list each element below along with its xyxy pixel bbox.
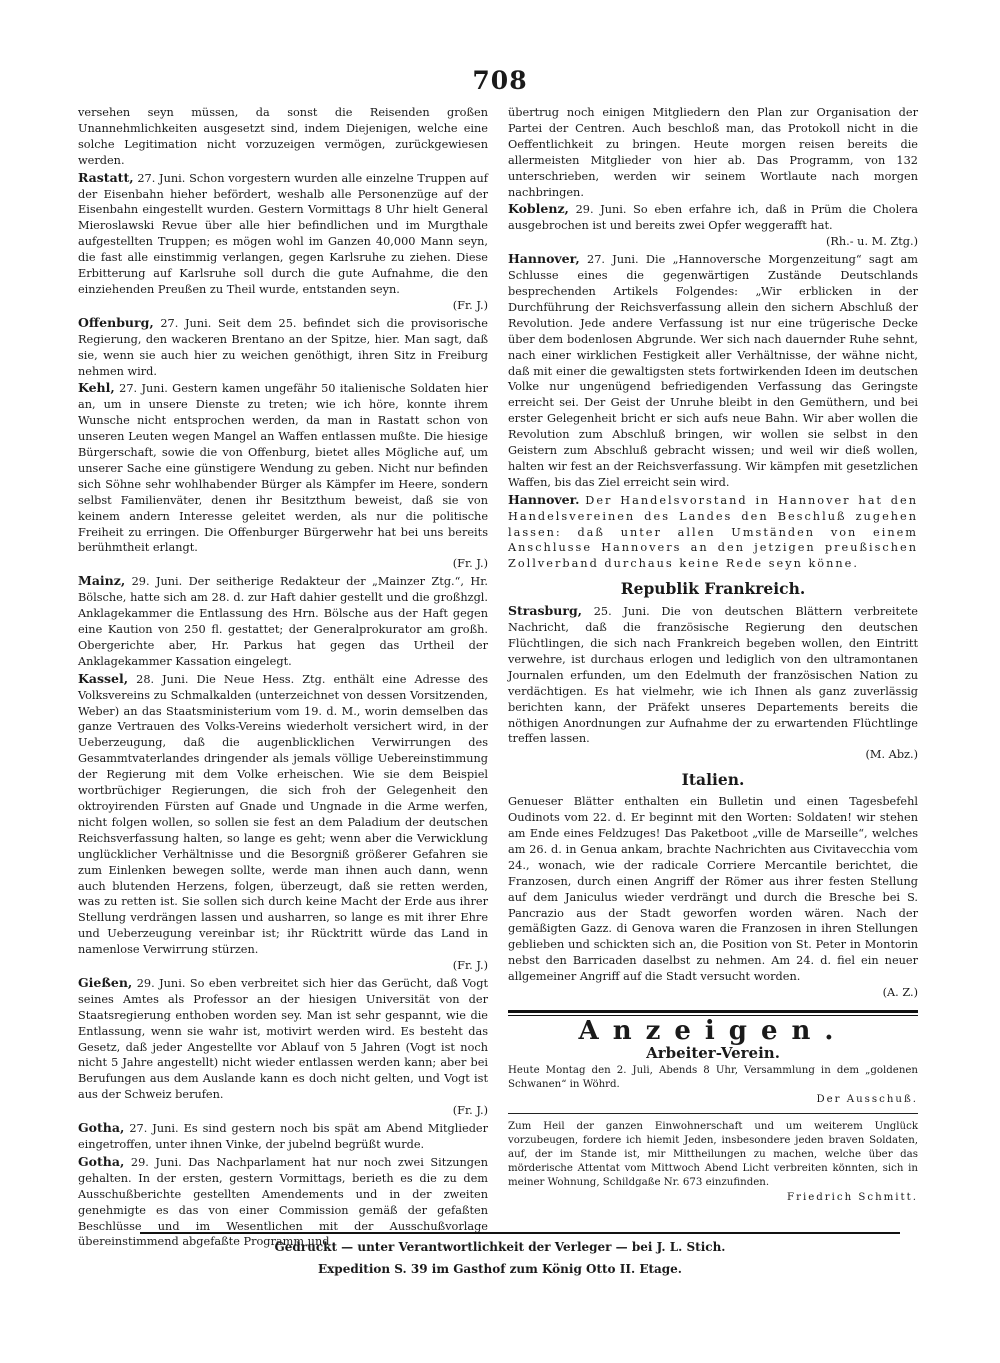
article-place: Rastatt,: [78, 169, 134, 185]
article-text: Genueser Blätter enthalten ein Bulletin und einen Tagesbefehl Oudinots vom 22. d. Er beginnt mit den Worten: Soldaten! wir stehen am Ende eines Feldzuges! Das Paketboot „ville de Marseille“, welches am 26. d. in Genua ankam, brachte Nachrichten aus Civitavecchia vom 24., wonach, wie der radicale Corriere Mercantile berichtet, die Franzosen, durch einen Angriff der Römer aus ihrer festen Stellung auf dem Janiculus wieder verdrängt und durch die Bresche bei S. Pancrazio aus der Stadt geworfen worden wären. Nach der gemäßigten Gazz. di Genova waren die Franzosen in ihren Stellungen geblieben und schickten sich an, die Position von St. Peter in Montorin nebst den Barricaden daselbst zu nehmen. Am 24. d. fiel ein neuer allgemeiner Angriff auf die Stadt versucht worden.: [508, 795, 918, 984]
article-place: Mainz,: [78, 573, 126, 589]
article-text: 27. Juni. Schon vorgestern wurden alle einzelne Truppen auf der Eisenbahn hieher befördert, weshalb alle Personenzüge auf der Eisenbahn eingestellt wurden. Gestern Vormittags 8 Uhr hielt General Mieroslawski Revue über alle hier befindlichen und im Murgthale aufgestellten Truppen; es mögen wohl im Ganzen 40,000 Mann seyn, die fast alle einstimmig verlangen, gegen Karlsruhe zu ziehen. Diese Erbitterung auf Karlsruhe soll durch die gute Aufnahme, die den einziehenden Preußen zu Theil wurde, entstanden seyn.: [78, 171, 488, 296]
ad-divider: [508, 1113, 918, 1114]
left-column: [78, 104, 488, 1251]
article-place: Strasburg,: [508, 603, 583, 619]
article: [508, 794, 918, 1001]
article-source: (M. Abz.): [865, 748, 918, 762]
verein-heading: Arbeiter-Verein.: [646, 1043, 780, 1062]
section-heading-frankreich: Republik Frankreich.: [620, 579, 806, 599]
article: [78, 671, 488, 974]
article: [78, 380, 488, 572]
article-place: Offenburg,: [78, 314, 154, 330]
article-text: 29. Juni. Das Nachparlament hat nur noch zwei Sitzungen gehalten. In der ersten, gestern Vormittags, berieth es die zu dem Ausschußberichte gestellten Amendements und in der zweiten genehmigte es das von einer Commission gemäß der gefaßten Beschlüsse und im Wesentlichen mit der Ausschußvorlage übereinstimmend abgefaßte Programm und: [78, 1155, 488, 1249]
article-text: 29. Juni. Der seitherige Redakteur der „Mainzer Ztg.“, Hr. Bölsche, hatte sich am 28. d. zur Haft dahier gestellt und die großhzgl. Anklagekammer die Entlassung des Hrn. Bölsche aus der Haft gegen eine Kaution von 250 fl. gestattet; der Generalprokurator am großh. Obergerichte aber, Hr. Parkus hat gegen das Urtheil der Anklagekammer Kassation eingelegt.: [78, 575, 488, 668]
article-text: übertrug noch einigen Mitgliedern den Plan zur Organisation der Partei der Centren. Auch beschloß man, das Protokoll nicht in die Oeffentlichkeit zu bringen. Heute morgen reisen bereits die allermeisten Mitglieder von hier ab. Das Programm, von 132 unterschrieben, werden wir seinem Wortlaute nach morgen nachbringen.: [508, 106, 918, 199]
article-place: Koblenz,: [508, 201, 569, 217]
article: [78, 104, 488, 169]
article-place: Kassel,: [78, 670, 129, 686]
article: [508, 104, 918, 200]
article-place: Hannover,: [508, 251, 580, 267]
verein-notice: Heute Montag den 2. Juli, Abends 8 Uhr, Versammlung in dem „goldenen Schwanen“ in Wöhrd.: [508, 1064, 918, 1090]
article-text: versehen seyn müssen, da sonst die Reisenden großen Unannehmlichkeiten ausgesetzt sind, indem Diejenigen, welche eine solche Legitimation nicht vorzuzeigen vermögen, zurückgewiesen werden.: [78, 106, 488, 167]
article: [78, 573, 488, 669]
article: [78, 170, 488, 314]
article-place: Hannover.: [508, 491, 580, 507]
article-source: (Fr. J.): [452, 1104, 488, 1118]
verein-signature: Der Ausschuß.: [816, 1093, 918, 1105]
article-place: Kehl,: [78, 380, 115, 396]
right-column: [508, 104, 918, 1206]
article-source: (A. Z.): [882, 986, 918, 1000]
footer-printer-line: Gedruckt — unter Verantwortlichkeit der Verleger — bei J. L. Stich.: [274, 1240, 726, 1254]
article-text: 27. Juni. Gestern kamen ungefähr 50 italienische Soldaten hier an, um in unsere Dienste zu treten; wie ich höre, konnte ihrem Wunsche nicht entsprochen werden, da man in Rastatt schon von unseren Leuten wegen Mangel an Waffen entlassen mußte. Die hiesige Bürgerschaft, sowie die von Offenburg, bietet alles Mögliche auf, um unserer Sache eine günstigere Wendung zu geben. Nicht nur befinden sich Söhne sehr wohlhabender Bürger als Kämpfer im Heere, sondern selbst Familienväter, denen ihr Besitzthum beweist, daß sie von keinem andern Interesse geleitet werden, als nur die politische Freiheit zu erringen. Die Offenburger Bürgerwehr hat bei uns bereits berühmtheit erlangt.: [78, 382, 489, 555]
article: [508, 492, 918, 573]
article-text: 29. Juni. So eben verbreitet sich hier das Gerücht, daß Vogt seines Amtes als Professor an der hiesigen Universität von der Staatsregierung enthoben worden sey. Man ist sehr gespannt, wie die Entlassung, wenn sie wahr ist, motivirt werden wird. Es besteht das Gesetz, daß jeder Angestellte vor Ablauf von 5 Jahren (Vogt ist noch nicht 5 Jahre angestellt) nicht wieder entlassen werden kann; aber bei Berufungen aus dem Auslande kann es doch nicht gelten, und Vogt ist aus der Schweiz berufen.: [78, 976, 488, 1102]
article: [508, 603, 918, 763]
public-notice: Zum Heil der ganzen Einwohnerschaft und um weiterem Unglück vorzubeugen, fordere ich hiemit Jeden, insbesondere jeden braven Soldaten, auf, der im Stande ist, mir Mittheilungen zu machen, welche über das mörderische Attentat vom Mittwoch Abend Licht verbreiten könnten, sich in meiner Wohnung, Schildgaße Nr. 673 einzufinden.: [508, 1120, 918, 1188]
article: [78, 975, 488, 1119]
article: [508, 251, 918, 491]
article: [508, 201, 918, 250]
article-text: 29. Juni. So eben erfahre ich, daß in Prüm die Cholera ausgebrochen ist und bereits zwei Opfer weggerafft hat.: [508, 203, 918, 233]
article-text: 25. Juni. Die von deutschen Blättern verbreitete Nachricht, daß die französische Regierung den deutschen Flüchtlingen, die sich nach Frankreich begeben wollen, den Eintritt verwehre, ist durchaus erlogen und lediglich von den ultramontanen Journalen erfunden, um den Edelmuth der französischen Nation zu verdächtigen. Es hat vielmehr, wie ich Ihnen als ganz zuverlässig berichten kann, der Präfekt unseres Departements bereits die nöthigen Anordnungen zur Aufnahme der zu erwartenden Flüchtlinge treffen lassen.: [508, 605, 918, 746]
footer-divider: [140, 1232, 900, 1234]
article-source: (Fr. J.): [452, 298, 488, 312]
article-source: (Fr. J.): [452, 557, 488, 571]
article-place: Gießen,: [78, 974, 133, 990]
article-text: 27. Juni. Seit dem 25. befindet sich die provisorische Regierung, den wackeren Brentano an der Spitze, hier. Man sagt, daß sie, wenn sie auch hier zu weichen genöthigt, ihren Sitz in Freiburg nehmen wird.: [78, 316, 488, 378]
article: [78, 315, 488, 380]
article-text: 28. Juni. Die Neue Hess. Ztg. enthält eine Adresse des Volksvereins zu Schmalkalden (unterzeichnet von dessen Vorsitzenden, Weber) an das Staatsministerium vom 19. d. M., worin demselben das ganze Vertrauen des Volks-Vereins wiederholt versichert wird, in der Ueberzeugung, daß die augenblicklichen Verwirrungen des Gesammtvaterlandes dringender als jemals völlige Uebereinstimmung der Regierung mit dem Volke erheischen. Wie sie dem Beispiel wortbrüchiger Regierungen, die sich froh der Gelegenheit den oktroyirenden Fürsten auf Gnade und Ungnade in die Arme werfen, nicht folgen wollen, so sollen sie fest an dem Paladium der deutschen Reichsverfassung halten, so lange es geht; wenn aber die Verwicklung unglücklicher Verhältnisse und die Besorgniß größerer Gefahren sie zum Einlenken bewegen sollte, werde man ihnen auch dann, wenn auch blutenden Herzens, folgen, überzeugt, daß sie retten werden, was zu retten ist. Sie sollen sich durch keine Macht der Erde aus ihrer Stellung verdrängen lassen und ausharren, so lange es mit ihrer Ehre und Ueberzeugung vereinbar ist; ihr Rücktritt würde das Land in namenlose Verwirrung stürzen.: [78, 672, 488, 957]
article-text: 27. Juni. Die „Hannoversche Morgenzeitung“ sagt am Schlusse eines die gegenwärtigen Zustände Deutschlands besprechenden Artikels Folgendes: „Wir erblicken in der Durchführung der Reichsverfassung allein den sichern Abschluß der Revolution. Jede andere Verfassung ist nur eine trügerische Decke über dem bodenlosen Abgrunde. Wer sich nach dauernder Ruhe sehnt, nach einer wirklichen Festigkeit aller Verhältnisse, der wähne nicht, daß mit einer die gewaltigsten stets fortwirkenden Ideen im deutschen Volke nur ungenügend befriedigenden Verfassung das Geringste erreicht sei. Der Geist der Unruhe bleibt in den Gemüthern, und bei erster Gelegenheit bricht er sich aufs neue Bahn. Wir aber wollen die Revolution zum Abschluß bringen, wir wollen sie selbst in den Geistern zum Abschluß gebracht wissen; und weil wir dieß wollen, halten wir fest an der Reichsverfassung. Wir kämpfen mit gesetzlichen Waffen, bis das Ziel erreicht sein wird.: [508, 253, 919, 489]
public-notice-signature: Friedrich Schmitt.: [787, 1191, 918, 1203]
article-source: (Fr. J.): [452, 959, 488, 973]
footer-expedition-line: Expedition S. 39 im Gasthof zum König Otto II. Etage.: [318, 1262, 682, 1276]
anzeigen-heading: Anzeigen.: [578, 1015, 848, 1046]
article-text: 27. Juni. Es sind gestern noch bis spät am Abend Mitglieder eingetroffen, unter ihnen Vinke, der jubelnd begrüßt wurde.: [78, 1122, 489, 1151]
article-place: Gotha,: [78, 1153, 125, 1169]
article: [78, 1154, 488, 1250]
article-text: Der Handelsvorstand in Hannover hat den Handelsvereinen des Landes den Beschluß zugehen lassen: daß unter allen Umständen von einem Anschlusse Hannovers an den jetzigen preußischen Zollverband durchaus keine Rede seyn könne.: [508, 493, 918, 571]
page-number: 708: [472, 66, 528, 95]
article-source: (Rh.- u. M. Ztg.): [825, 235, 918, 249]
article-place: Gotha,: [78, 1120, 125, 1136]
article: [78, 1120, 488, 1153]
section-heading-italien: Italien.: [681, 770, 745, 790]
